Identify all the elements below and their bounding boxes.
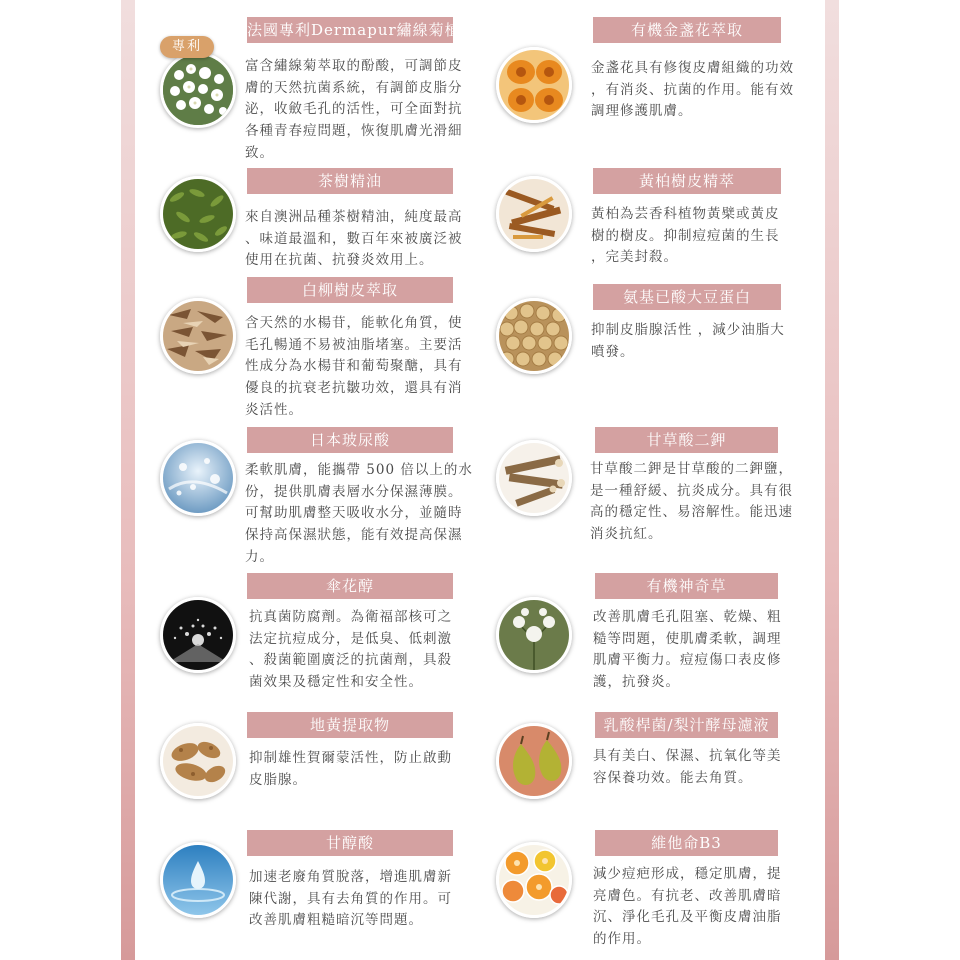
ingredient-desc: 含天然的水楊苷，能軟化角質，使 毛孔暢通不易被油脂堵塞。主要活 性成分為水楊苷和葡萄聚醣，具有 優良的抗衰老抗皺功效，還具有消 炎活性。 bbox=[245, 315, 463, 418]
licorice-root-icon bbox=[496, 440, 572, 516]
ingredient-title: 維他命B3 bbox=[595, 830, 778, 856]
ingredient-desc: 金盞花具有修復皮膚組織的功效 ，有消炎、抗菌的作用。能有效 調理修護肌膚。 bbox=[591, 60, 794, 120]
ingredient-title: 有機金盞花萃取 bbox=[593, 17, 781, 43]
ingredient-title: 日本玻尿酸 bbox=[247, 427, 453, 453]
ingredient-title: 乳酸桿菌/梨汁酵母濾液 bbox=[595, 712, 778, 738]
patent-badge: 專利 bbox=[160, 36, 214, 58]
ingredient-desc: 甘草酸二鉀是甘草酸的二鉀鹽， 是一種舒緩、抗炎成分。具有很 高的穩定性、易溶解性。能迅速 消炎抗紅。 bbox=[590, 461, 793, 543]
white-blossom-icon bbox=[496, 597, 572, 673]
ingredient-desc: 加速老廢角質脫落，增進肌膚新 陳代謝，具有去角質的作用。可 改善肌膚粗糙暗沉等問題。 bbox=[249, 869, 452, 929]
ingredient-desc: 來自澳洲品種茶樹精油，純度最高 、味道最溫和，數百年來被廣泛被 使用在抗菌、抗發炎效用上。 bbox=[245, 209, 463, 269]
ingredient-desc: 抗真菌防腐劑。為衛福部核可之 法定抗痘成分，是低臭、低刺激 、殺菌範圍廣泛的抗菌劑，具殺 菌效果及穩定性和安全性。 bbox=[249, 609, 452, 691]
ingredient-desc: 改善肌膚毛孔阻塞、乾燥、粗 糙等問題，使肌膚柔軟，調理 肌膚平衡力。痘痘傷口表皮修 護，抗發炎。 bbox=[593, 609, 782, 691]
ingredient-title: 黃柏樹皮精萃 bbox=[593, 168, 781, 194]
citrus-slices-icon bbox=[496, 842, 572, 918]
ingredient-title: 甘醇酸 bbox=[247, 830, 453, 856]
ingredient-title: 法國專利Dermapur繡線菊植萃 bbox=[247, 17, 453, 43]
tea-tree-leaves-icon bbox=[160, 176, 236, 252]
ingredient-title: 傘花醇 bbox=[247, 573, 453, 599]
ingredient-desc: 柔軟肌膚，能攜帶 500 倍以上的水 份，提供肌膚表層水分保濕薄膜。 可幫助肌膚整天吸收水分，並隨時 保持高保濕狀態，能有效提高保濕 力。 bbox=[245, 462, 473, 565]
ingredient-title: 有機神奇草 bbox=[595, 573, 778, 599]
marigold-flower-icon bbox=[496, 47, 572, 123]
water-drop-icon bbox=[160, 842, 236, 918]
ingredient-desc: 抑制雄性賀爾蒙活性，防止啟動 皮脂腺。 bbox=[249, 750, 452, 788]
ingredient-desc: 具有美白、保濕、抗氧化等美 容保養功效。能去角質。 bbox=[593, 748, 782, 786]
rehmannia-root-icon bbox=[160, 723, 236, 799]
ingredient-title: 白柳樹皮萃取 bbox=[247, 277, 453, 303]
ingredient-title: 氨基已酸大豆蛋白 bbox=[593, 284, 781, 310]
ingredient-desc: 減少痘疤形成，穩定肌膚，提 亮膚色。有抗老、改善肌膚暗 沉、淨化毛孔及平衡皮膚油脂 的作用。 bbox=[593, 866, 782, 948]
wood-chips-icon bbox=[160, 298, 236, 374]
ingredient-title: 甘草酸二鉀 bbox=[595, 427, 778, 453]
spray-mist-icon bbox=[160, 597, 236, 673]
ingredient-title: 茶樹精油 bbox=[247, 168, 453, 194]
ingredient-desc: 黃柏為芸香科植物黃檗或黃皮 樹的樹皮。抑制痘痘菌的生長 ，完美封殺。 bbox=[591, 206, 780, 266]
left-border-stripe bbox=[121, 0, 135, 960]
white-flowers-icon bbox=[160, 52, 236, 128]
ingredient-title: 地黃提取物 bbox=[247, 712, 453, 738]
soybeans-icon bbox=[496, 298, 572, 374]
water-splash-icon bbox=[160, 440, 236, 516]
pears-icon bbox=[496, 723, 572, 799]
right-border-stripe bbox=[825, 0, 839, 960]
bark-strips-icon bbox=[496, 176, 572, 252]
ingredient-desc: 富含繡線菊萃取的酚酸，可調節皮 膚的天然抗菌系統，有調節皮脂分 泌，收斂毛孔的活性，可全面對抗 各種青春痘問題，恢復肌膚光滑細 致。 bbox=[245, 58, 463, 161]
ingredient-desc: 抑制皮脂腺活性 ，減少油脂大 噴發。 bbox=[591, 322, 785, 360]
